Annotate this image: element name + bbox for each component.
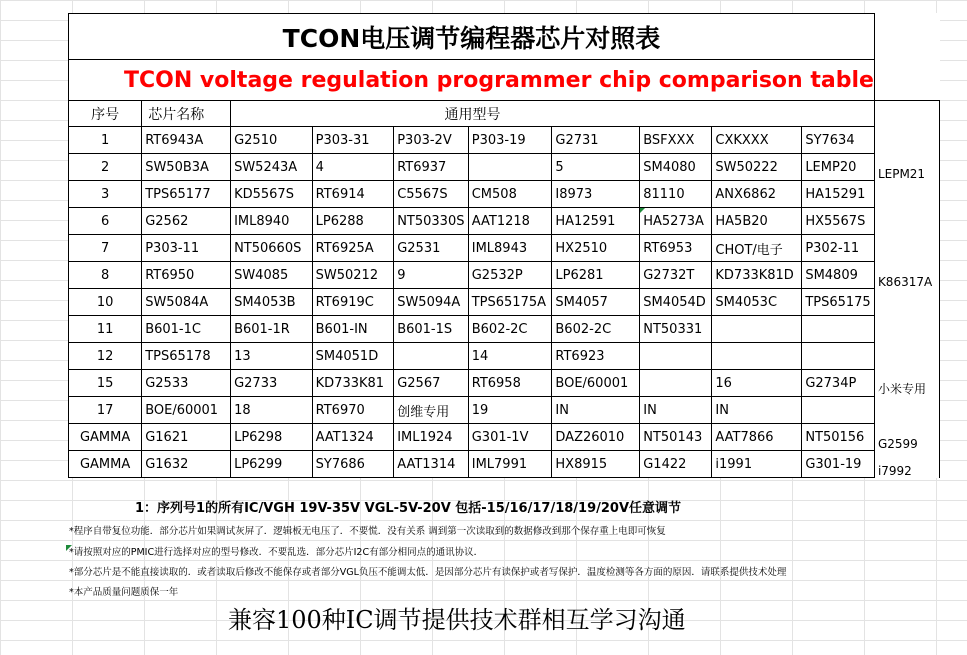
row-seq[interactable]: 3	[69, 181, 142, 208]
model-cell[interactable]: 9	[394, 262, 469, 289]
model-cell[interactable]	[640, 370, 712, 397]
model-cell[interactable]: RT6925A	[312, 235, 394, 262]
row-seq[interactable]: 17	[69, 397, 142, 424]
header-row	[69, 101, 940, 127]
model-cell[interactable]: G2733	[231, 370, 313, 397]
model-cell[interactable]: LP6299	[231, 451, 313, 478]
model-cell[interactable]: G301-19	[802, 451, 875, 478]
model-cell[interactable]: LP6298	[231, 424, 313, 451]
model-cell[interactable]: KD733K81	[312, 370, 394, 397]
summary-note: 1：序列号1的所有IC/VGH 19V-35V VGL-5V-20V 包括-15/16/17/18/19/20V任意调节	[135, 501, 682, 516]
model-cell[interactable]: HA15291	[802, 181, 875, 208]
model-cell[interactable]: SY7634	[802, 127, 875, 154]
chip-name-cell[interactable]: SW5084A	[142, 289, 231, 316]
model-cell[interactable]: RT6953	[640, 235, 712, 262]
model-cell[interactable]: RT6970	[312, 397, 394, 424]
model-cell[interactable]: CXKXXX	[712, 127, 802, 154]
row-seq[interactable]: 11	[69, 316, 142, 343]
chip-name-cell[interactable]: P303-11	[142, 235, 231, 262]
model-cell[interactable]: DAZ26010	[552, 424, 640, 451]
model-cell[interactable]: KD5567S	[231, 181, 313, 208]
model-cell[interactable]: P303-2V	[394, 127, 469, 154]
table-row	[69, 262, 940, 289]
model-cell[interactable]: SW4085	[231, 262, 313, 289]
model-cell[interactable]: G1422	[640, 451, 712, 478]
side-cell[interactable]: i7992	[874, 451, 939, 478]
model-cell[interactable]: HX2510	[552, 235, 640, 262]
header-seq[interactable]: 序号	[69, 101, 142, 127]
model-cell[interactable]: 81110	[640, 181, 712, 208]
chip-comparison-sheet	[68, 13, 940, 478]
model-cell[interactable]: NT50330S	[394, 208, 469, 235]
model-cell[interactable]: RT6937	[394, 154, 469, 181]
row-seq[interactable]: 15	[69, 370, 142, 397]
side-cell[interactable]: K86317A	[874, 262, 939, 289]
model-cell[interactable]: SW5094A	[394, 289, 469, 316]
row-seq[interactable]: 6	[69, 208, 142, 235]
model-cell[interactable]: SM4809	[802, 262, 875, 289]
table-row	[69, 154, 940, 181]
side-cell[interactable]	[874, 343, 939, 370]
chip-name-cell[interactable]: RT6943A	[142, 127, 231, 154]
model-cell[interactable]: AAT7866	[712, 424, 802, 451]
row-seq[interactable]: GAMMA	[69, 424, 142, 451]
model-cell[interactable]: 14	[468, 343, 552, 370]
model-cell[interactable]: IN	[552, 397, 640, 424]
model-cell[interactable]: BOE/60001	[552, 370, 640, 397]
model-cell[interactable]	[394, 343, 469, 370]
model-cell[interactable]: P302-11	[802, 235, 875, 262]
model-cell[interactable]: LEMP20	[802, 154, 875, 181]
chip-name-cell[interactable]: B601-1C	[142, 316, 231, 343]
table-row	[69, 289, 940, 316]
side-cell[interactable]	[874, 181, 939, 208]
model-cell[interactable]: IN	[712, 397, 802, 424]
model-cell[interactable]: G2510	[231, 127, 313, 154]
row-seq[interactable]: GAMMA	[69, 451, 142, 478]
model-cell[interactable]: IML8943	[468, 235, 552, 262]
model-cell[interactable]: SM4057	[552, 289, 640, 316]
model-cell[interactable]: P303-19	[468, 127, 552, 154]
model-cell[interactable]: B602-2C	[468, 316, 552, 343]
model-cell[interactable]: G2731	[552, 127, 640, 154]
model-cell[interactable]: HX8915	[552, 451, 640, 478]
model-cell[interactable]: B601-1R	[231, 316, 313, 343]
model-cell[interactable]: B601-IN	[312, 316, 394, 343]
title-cn[interactable]: TCON电压调节编程器芯片对照表	[69, 14, 875, 60]
model-cell[interactable]: G2732T	[640, 262, 712, 289]
model-cell[interactable]: SM4053C	[712, 289, 802, 316]
model-cell[interactable]: IML8940	[231, 208, 313, 235]
model-cell[interactable]: 5	[552, 154, 640, 181]
row-seq[interactable]: 7	[69, 235, 142, 262]
chip-comparison-table	[68, 13, 940, 478]
table-row	[69, 127, 940, 154]
title-en-row	[69, 60, 940, 101]
chip-name-cell[interactable]: G2533	[142, 370, 231, 397]
note-1: *程序自带复位功能．部分芯片如果调试灰屏了．逻辑板无电压了．不要慌．没有关系 调到第一次读取到的数据修改到那个保存重上电即可恢复	[69, 526, 666, 537]
side-cell[interactable]	[874, 127, 939, 154]
side-cell[interactable]	[874, 208, 939, 235]
model-cell[interactable]: HA12591	[552, 208, 640, 235]
row-seq[interactable]: 10	[69, 289, 142, 316]
note-2: *请按照对应的PMIC进行选择对应的型号修改．不要乱选．部分芯片I2C有部分相同点的通讯协议．	[69, 547, 484, 558]
model-cell[interactable]	[802, 343, 875, 370]
model-cell[interactable]: KD733K81D	[712, 262, 802, 289]
model-cell[interactable]: SY7686	[312, 451, 394, 478]
model-cell[interactable]: G301-1V	[468, 424, 552, 451]
model-cell[interactable]: NT50660S	[231, 235, 313, 262]
chip-name-cell[interactable]: G1621	[142, 424, 231, 451]
chip-name-cell[interactable]: TPS65177	[142, 181, 231, 208]
model-cell[interactable]: IN	[640, 397, 712, 424]
table-row	[69, 370, 940, 397]
model-cell[interactable]: RT6919C	[312, 289, 394, 316]
model-cell[interactable]	[640, 343, 712, 370]
side-cell[interactable]	[874, 397, 939, 424]
model-cell[interactable]	[468, 154, 552, 181]
model-cell[interactable]	[712, 316, 802, 343]
model-cell[interactable]: NT50331	[640, 316, 712, 343]
model-cell[interactable]: 13	[231, 343, 313, 370]
row-seq[interactable]: 1	[69, 127, 142, 154]
model-cell[interactable]: 16	[712, 370, 802, 397]
model-cell[interactable]: LP6281	[552, 262, 640, 289]
model-cell[interactable]: SW50222	[712, 154, 802, 181]
side-cell[interactable]: G2599	[874, 424, 939, 451]
model-cell[interactable]: CM508	[468, 181, 552, 208]
side-cell[interactable]: LEPM21	[874, 154, 939, 181]
table-row	[69, 343, 940, 370]
model-cell[interactable]: G2531	[394, 235, 469, 262]
model-cell[interactable]: NT50143	[640, 424, 712, 451]
table-row	[69, 235, 940, 262]
note-4: *本产品质量问题质保一年	[69, 587, 179, 598]
title-en[interactable]: TCON voltage regulation programmer chip comparison table	[69, 60, 875, 101]
model-cell[interactable]: SM4054D	[640, 289, 712, 316]
model-cell[interactable]	[802, 316, 875, 343]
row-seq[interactable]: 12	[69, 343, 142, 370]
model-cell[interactable]: CHOT/电子	[712, 235, 802, 262]
table-row	[69, 208, 940, 235]
model-cell[interactable]: i1991	[712, 451, 802, 478]
model-cell[interactable]: RT6958	[468, 370, 552, 397]
model-cell[interactable]: SM4051D	[312, 343, 394, 370]
empty-cell[interactable]	[874, 14, 939, 60]
side-cell[interactable]: 小米专用	[874, 370, 939, 397]
model-cell[interactable]: BSFXXX	[640, 127, 712, 154]
model-cell[interactable]: ANX6862	[712, 181, 802, 208]
model-cell[interactable]: AAT1218	[468, 208, 552, 235]
model-cell[interactable]: G2567	[394, 370, 469, 397]
model-cell[interactable]: B602-2C	[552, 316, 640, 343]
row-seq[interactable]: 2	[69, 154, 142, 181]
model-cell[interactable]: SM4080	[640, 154, 712, 181]
model-cell[interactable]: TPS65175	[802, 289, 875, 316]
model-cell[interactable]: SM4053B	[231, 289, 313, 316]
model-cell[interactable]: NT50156	[802, 424, 875, 451]
side-cell[interactable]	[874, 235, 939, 262]
model-cell[interactable]: 4	[312, 154, 394, 181]
model-cell[interactable]: C5567S	[394, 181, 469, 208]
note-3: *部分芯片是不能直接读取的．或者读取后修改不能保存或者部分VGL负压不能调太低．是因部分芯片有读保护或者写保护．温度检测等各方面的原因．请联系提供技术处理	[69, 567, 787, 578]
chip-name-cell[interactable]: G2562	[142, 208, 231, 235]
model-cell[interactable]: B601-1S	[394, 316, 469, 343]
table-row	[69, 397, 940, 424]
model-cell[interactable]: HA5273A	[640, 208, 712, 235]
chip-name-cell[interactable]: RT6950	[142, 262, 231, 289]
model-cell[interactable]: SW50212	[312, 262, 394, 289]
empty-cell[interactable]	[874, 60, 939, 101]
model-cell[interactable]: 创维专用	[394, 397, 469, 424]
model-cell[interactable]: RT6923	[552, 343, 640, 370]
model-cell[interactable]: P303-31	[312, 127, 394, 154]
header-models[interactable]: 通用型号	[231, 101, 875, 127]
model-cell[interactable]: TPS65175A	[468, 289, 552, 316]
model-cell[interactable]: AAT1324	[312, 424, 394, 451]
chip-name-cell[interactable]: BOE/60001	[142, 397, 231, 424]
model-cell[interactable]: RT6914	[312, 181, 394, 208]
model-cell[interactable]: SW5243A	[231, 154, 313, 181]
chip-name-cell[interactable]: SW50B3A	[142, 154, 231, 181]
model-cell[interactable]: IML1924	[394, 424, 469, 451]
model-cell[interactable]	[802, 397, 875, 424]
model-cell[interactable]: HA5B20	[712, 208, 802, 235]
model-cell[interactable]: 19	[468, 397, 552, 424]
side-cell[interactable]	[874, 289, 939, 316]
title-cn-row	[69, 14, 940, 60]
table-row	[69, 181, 940, 208]
model-cell[interactable]	[712, 343, 802, 370]
side-cell[interactable]	[874, 101, 939, 127]
model-cell[interactable]: G2734P	[802, 370, 875, 397]
chip-name-cell[interactable]: TPS65178	[142, 343, 231, 370]
model-cell[interactable]: HX5567S	[802, 208, 875, 235]
table-row	[69, 451, 940, 478]
table-row	[69, 316, 940, 343]
footer-text: 兼容100种IC调节提供技术群相互学习沟通	[228, 606, 686, 634]
side-cell[interactable]	[874, 316, 939, 343]
model-cell[interactable]: LP6288	[312, 208, 394, 235]
header-chip-name[interactable]: 芯片名称	[142, 101, 231, 127]
table-row	[69, 424, 940, 451]
model-cell[interactable]: 18	[231, 397, 313, 424]
model-cell[interactable]: AAT1314	[394, 451, 469, 478]
model-cell[interactable]: IML7991	[468, 451, 552, 478]
model-cell[interactable]: G2532P	[468, 262, 552, 289]
chip-name-cell[interactable]: G1632	[142, 451, 231, 478]
row-seq[interactable]: 8	[69, 262, 142, 289]
model-cell[interactable]: I8973	[552, 181, 640, 208]
